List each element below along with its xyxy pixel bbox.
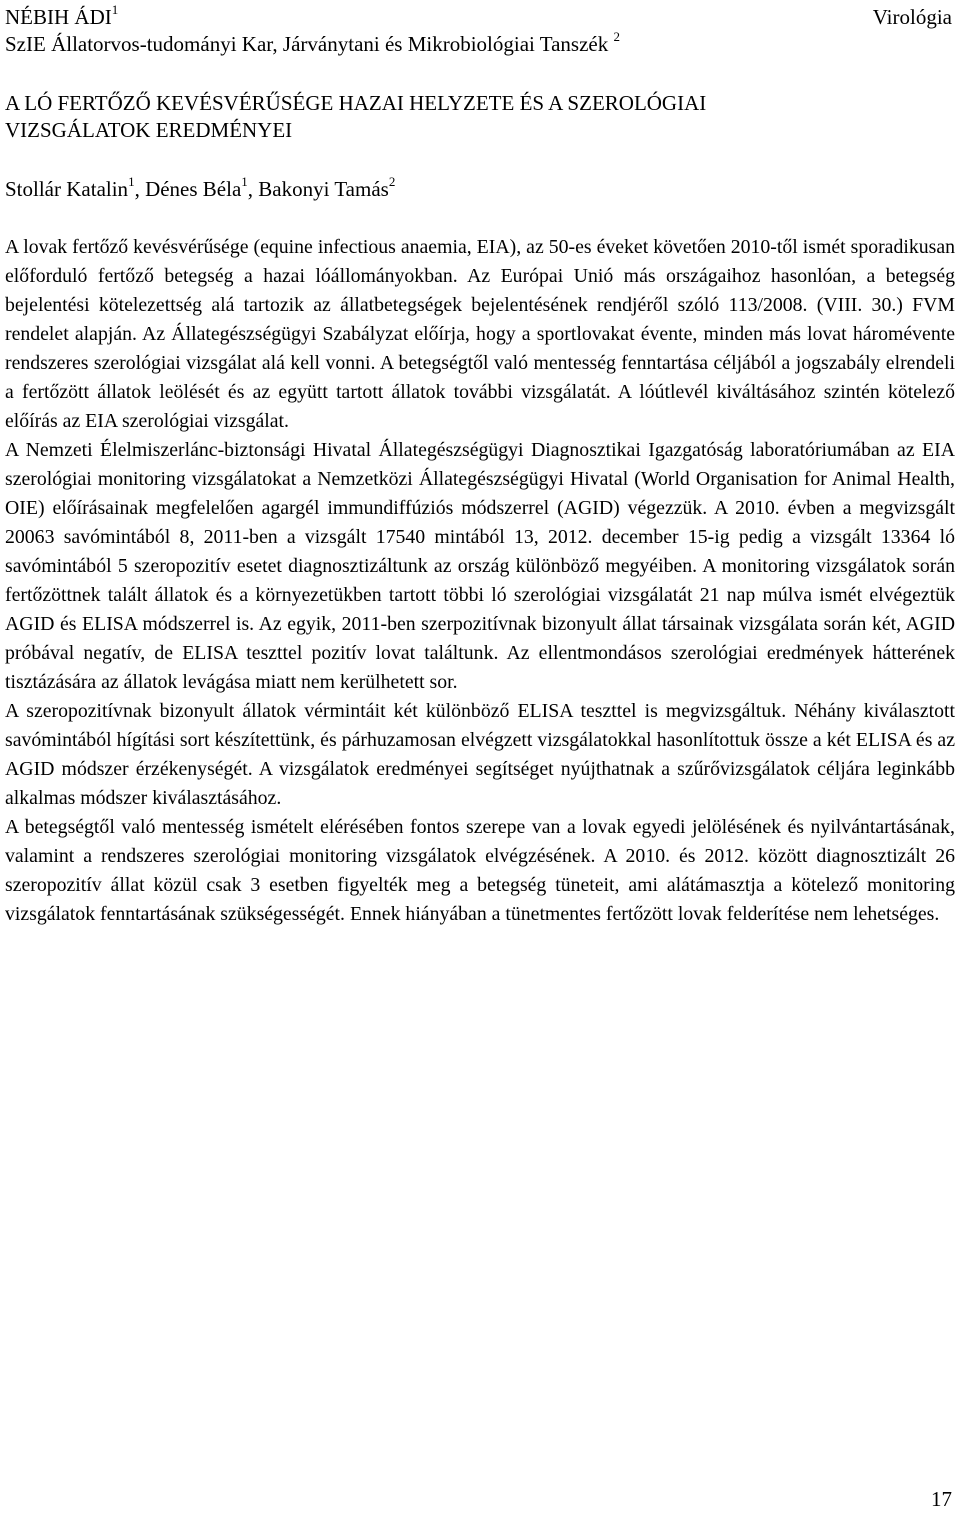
header-section-label: Virológia <box>872 5 952 29</box>
paper-title-line-1: A LÓ FERTŐZŐ KEVÉSVÉRŰSÉGE HAZAI HELYZETE ÉS A SZEROLÓGIAI <box>5 91 707 115</box>
paper-title-line-2: VIZSGÁLATOK EREDMÉNYEI <box>5 118 293 142</box>
author-name: Dénes Béla <box>145 177 242 201</box>
author-affiliation-mark: 2 <box>388 174 396 189</box>
header-affiliation-superscript: 2 <box>613 29 620 44</box>
header-affiliation: SzIE Állatorvos-tudományi Kar, Járványtani és Mikrobiológiai Tanszék <box>5 32 609 56</box>
header-author-line <box>5 4 620 31</box>
page-header <box>5 4 620 58</box>
abstract-body <box>5 233 955 929</box>
header-author-superscript: 1 <box>111 2 119 17</box>
body-paragraph: A Nemzeti Élelmiszerlánc-biztonsági Hivatal Állategészségügyi Diagnosztikai Igazgatóság laboratóriumában az EIA szerológiai monitoring vizsgálatokat a Nemzetközi Állategészségügyi Hivatal (World Organisation for Animal Health, OIE) előírásainak megfelelően agargél immundiffúziós módszerrel (AGID) végezzük. A 2010. évben a megvizsgált 20063 savómintából 8, 2011-ben a vizsgált 17540 mintából 13, 2012. december 15-ig pedig a vizsgált 13364 ló savómintából 5 szeropozitív esetet diagnosztizáltunk az ország különböző megyéiben. A monitoring vizsgálatok során fertőzöttnek talált állatok és a környezetükben tartott többi ló szerológiai vizsgálatát 21 nap múlva ismét elvégeztük AGID és ELISA módszerrel is. Az egyik, 2011-ben szerpozitívnak bizonyult állat társainak vizsgálata során két, AGID próbával negatív, de ELISA teszttel pozitív lovat találtunk. Az ellentmondásos szerológiai eredmények hátterének tisztázására az állatok levágása miatt nem kerülhetett sor. <box>5 439 955 693</box>
author-separator: , <box>134 177 146 201</box>
body-paragraph: A betegségtől való mentesség ismételt elérésében fontos szerepe van a lovak egyedi jelölésének és nyilvántartásának, valamint a rendszeres szerológiai monitoring vizsgálatok elvégzésének. A 2010. és 2012. között diagnosztizált 26 szeropozitív állat közül csak 3 esetben figyelték meg a betegség tüneteit, ami alátámasztja a kötelező monitoring vizsgálatok fenntartásának szükségességét. Ennek hiányában a tünetmentes fertőzött lovak felderítése nem lehetséges. <box>5 816 955 925</box>
body-paragraph: A lovak fertőző kevésvérűsége (equine infectious anaemia, EIA), az 50-es éveket követően 2010-től ismét sporadikusan előforduló fertőző betegség a hazai lóállományokban. Az Európai Unió más országaihoz hasonlóan, a betegség bejelentési kötelezettség alá tartozik az állatbetegségek bejelentésének rendjéről szóló 113/2008. (VIII. 30.) FVM rendelet alapján. Az Állategészségügyi Szabályzat előírja, hogy a sportlovakat évente, minden más lovat háromévente rendszeres szerológiai vizsgálat alá kell vonni. A betegségtől való mentesség fenntartása céljából a jogszabály elrendeli a fertőzött állatok leölését és az együtt tartott állatok további vizsgálatát. A lóútlevél kiváltásához szintén kötelező előírás az EIA szerológiai vizsgálat. <box>5 236 955 432</box>
author-affiliation-mark: 1 <box>128 174 135 189</box>
header-affiliation-line <box>5 31 620 58</box>
author-list <box>5 176 955 203</box>
paper-title <box>5 90 955 144</box>
author-name: Bakonyi Tamás <box>258 177 389 201</box>
author-affiliation-mark: 1 <box>241 174 248 189</box>
author-separator: , <box>247 177 259 201</box>
page-number: 17 <box>931 1487 952 1511</box>
author-name: Stollár Katalin <box>5 177 129 201</box>
header-author: NÉBIH ÁDI <box>5 5 112 29</box>
body-paragraph: A szeropozitívnak bizonyult állatok vérmintáit két különböző ELISA teszttel is megvizsgáltuk. Néhány kiválasztott savómintából hígítási sort készítettünk, és párhuzamosan elvégzett vizsgálatokkal hasonlítottuk össze a két ELISA és az AGID módszer érzékenységét. A vizsgálatok eredményei segítséget nyújthatnak a szűrővizsgálatok céljára leginkább alkalmas módszer kiválasztásához. <box>5 700 955 809</box>
